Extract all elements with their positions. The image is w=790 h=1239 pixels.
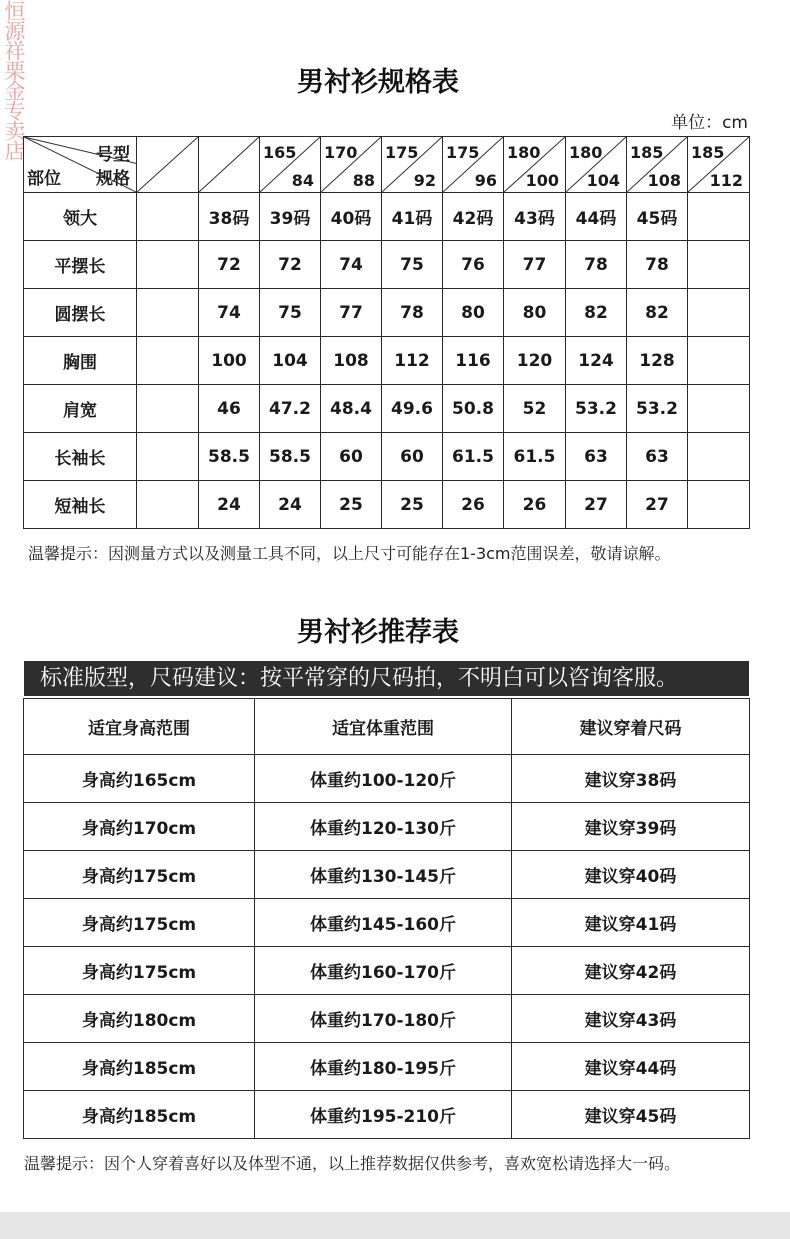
blank-cell [688, 481, 750, 529]
spec-value-cell: 49.6 [382, 385, 443, 433]
blank-cell [137, 385, 199, 433]
spec-value-cell: 77 [504, 241, 566, 289]
spec-value-cell: 78 [627, 241, 688, 289]
recommend-cell: 建议穿40码 [512, 851, 750, 899]
spec-row [24, 289, 750, 337]
unit-label: 单位：cm [671, 113, 748, 133]
spec-value-cell: 58.5 [260, 433, 321, 481]
spec-value-cell: 39码 [260, 193, 321, 241]
spec-value-cell: 78 [382, 289, 443, 337]
blank-cell [688, 193, 750, 241]
blank-cell [688, 289, 750, 337]
part-name-cell: 胸围 [24, 337, 137, 385]
recommend-cell: 建议穿42码 [512, 947, 750, 995]
footer-bar [0, 1212, 790, 1239]
recommend-cell: 身高约170cm [24, 803, 255, 851]
spec-value-cell: 75 [260, 289, 321, 337]
size-chest: 84 [291, 171, 314, 190]
recommend-row [24, 995, 750, 1043]
recommend-header-cell: 适宜身高范围 [24, 699, 255, 755]
spec-value-cell: 27 [566, 481, 627, 529]
spec-note: 温馨提示：因测量方式以及测量工具不同，以上尺寸可能存在1-3cm范围误差，敬请谅解。 [28, 544, 671, 563]
part-name-cell: 圆摆长 [24, 289, 137, 337]
corner-header-cell [24, 137, 137, 193]
spec-value-cell: 47.2 [260, 385, 321, 433]
spec-value-cell: 45码 [627, 193, 688, 241]
blank-cell [688, 241, 750, 289]
size-chest: 112 [709, 171, 743, 190]
recommend-table-title: 男衬衫推荐表 [297, 617, 459, 648]
recommend-row [24, 1091, 750, 1139]
spec-value-cell: 38码 [199, 193, 260, 241]
spec-value-cell: 61.5 [504, 433, 566, 481]
part-name-cell: 领大 [24, 193, 137, 241]
spec-value-cell: 25 [321, 481, 382, 529]
part-name-cell: 长袖长 [24, 433, 137, 481]
recommend-row [24, 755, 750, 803]
blank-header-cell [199, 137, 260, 193]
spec-value-cell: 25 [382, 481, 443, 529]
spec-value-cell: 100 [199, 337, 260, 385]
spec-row [24, 433, 750, 481]
recommend-cell: 体重约160-170斤 [255, 947, 512, 995]
size-header-cell [382, 137, 443, 193]
spec-value-cell: 75 [382, 241, 443, 289]
recommend-cell: 身高约165cm [24, 755, 255, 803]
recommend-row [24, 803, 750, 851]
size-chest: 100 [525, 171, 559, 190]
size-type-label: 号型 [96, 145, 130, 165]
spec-row [24, 193, 750, 241]
recommend-cell: 身高约175cm [24, 947, 255, 995]
blank-cell [688, 385, 750, 433]
spec-value-cell: 63 [566, 433, 627, 481]
spec-value-cell: 112 [382, 337, 443, 385]
recommend-cell: 建议穿43码 [512, 995, 750, 1043]
recommend-cell: 身高约185cm [24, 1091, 255, 1139]
recommend-table [23, 698, 750, 1139]
part-name-cell: 短袖长 [24, 481, 137, 529]
spec-value-cell: 43码 [504, 193, 566, 241]
recommend-cell: 身高约180cm [24, 995, 255, 1043]
blank-cell [137, 337, 199, 385]
recommend-cell: 体重约170-180斤 [255, 995, 512, 1043]
spec-value-cell: 78 [566, 241, 627, 289]
spec-value-cell: 116 [443, 337, 504, 385]
size-chest: 92 [413, 171, 436, 190]
spec-value-cell: 80 [443, 289, 504, 337]
spec-row [24, 337, 750, 385]
spec-value-cell: 74 [321, 241, 382, 289]
spec-value-cell: 72 [199, 241, 260, 289]
recommend-cell: 体重约120-130斤 [255, 803, 512, 851]
recommend-cell: 体重约130-145斤 [255, 851, 512, 899]
size-height: 170 [324, 143, 358, 162]
diagonal-divider [199, 137, 259, 192]
size-height: 165 [263, 143, 297, 162]
size-chest: 104 [586, 171, 620, 190]
size-header-cell [321, 137, 382, 193]
recommend-header-cell: 适宜体重范围 [255, 699, 512, 755]
spec-value-cell: 42码 [443, 193, 504, 241]
spec-value-cell: 82 [627, 289, 688, 337]
recommend-cell: 建议穿44码 [512, 1043, 750, 1091]
fit-banner: 标准版型，尺码建议：按平常穿的尺码拍，不明白可以咨询客服。 [24, 661, 749, 696]
spec-value-cell: 72 [260, 241, 321, 289]
blank-cell [688, 433, 750, 481]
blank-cell [688, 337, 750, 385]
spec-value-cell: 128 [627, 337, 688, 385]
spec-value-cell: 80 [504, 289, 566, 337]
spec-value-cell: 120 [504, 337, 566, 385]
blank-cell [137, 433, 199, 481]
blank-cell [137, 193, 199, 241]
spec-value-cell: 76 [443, 241, 504, 289]
size-height: 185 [630, 143, 664, 162]
spec-value-cell: 52 [504, 385, 566, 433]
part-label: 部位 [27, 169, 61, 189]
size-chest: 108 [647, 171, 681, 190]
recommend-header-cell: 建议穿着尺码 [512, 699, 750, 755]
spec-table-title: 男衬衫规格表 [297, 67, 459, 98]
spec-value-cell: 61.5 [443, 433, 504, 481]
spec-value-cell: 74 [199, 289, 260, 337]
blank-cell [137, 241, 199, 289]
size-header-cell [566, 137, 627, 193]
recommend-row [24, 1043, 750, 1091]
spec-value-cell: 58.5 [199, 433, 260, 481]
spec-value-cell: 104 [260, 337, 321, 385]
recommend-cell: 体重约180-195斤 [255, 1043, 512, 1091]
size-height: 180 [569, 143, 603, 162]
recommend-cell: 体重约100-120斤 [255, 755, 512, 803]
recommend-row [24, 947, 750, 995]
size-header-cell [627, 137, 688, 193]
diagonal-divider [137, 137, 198, 192]
spec-value-cell: 124 [566, 337, 627, 385]
spec-value-cell: 27 [627, 481, 688, 529]
spec-value-cell: 63 [627, 433, 688, 481]
spec-value-cell: 26 [443, 481, 504, 529]
blank-header-cell [137, 137, 199, 193]
recommend-cell: 建议穿38码 [512, 755, 750, 803]
spec-value-cell: 53.2 [566, 385, 627, 433]
size-chest: 96 [474, 171, 497, 190]
store-watermark: 恒源祥栗金专卖店 [2, 0, 26, 160]
spec-value-cell: 50.8 [443, 385, 504, 433]
spec-value-cell: 26 [504, 481, 566, 529]
spec-header-row [24, 137, 750, 193]
recommend-row [24, 899, 750, 947]
size-header-cell [443, 137, 504, 193]
spec-row [24, 385, 750, 433]
spec-value-cell: 82 [566, 289, 627, 337]
spec-row [24, 241, 750, 289]
size-chest: 88 [352, 171, 375, 190]
spec-value-cell: 24 [260, 481, 321, 529]
spec-value-cell: 46 [199, 385, 260, 433]
size-header-cell [688, 137, 750, 193]
spec-value-cell: 108 [321, 337, 382, 385]
size-height: 185 [691, 143, 725, 162]
blank-cell [137, 481, 199, 529]
spec-value-cell: 53.2 [627, 385, 688, 433]
part-name-cell: 平摆长 [24, 241, 137, 289]
recommend-cell: 体重约195-210斤 [255, 1091, 512, 1139]
recommend-cell: 身高约185cm [24, 1043, 255, 1091]
size-height: 175 [385, 143, 419, 162]
spec-table [23, 136, 750, 529]
recommend-cell: 建议穿41码 [512, 899, 750, 947]
spec-row [24, 481, 750, 529]
spec-value-cell: 24 [199, 481, 260, 529]
spec-value-cell: 40码 [321, 193, 382, 241]
recommend-cell: 建议穿39码 [512, 803, 750, 851]
recommend-cell: 体重约145-160斤 [255, 899, 512, 947]
size-height: 180 [507, 143, 541, 162]
size-height: 175 [446, 143, 480, 162]
recommend-cell: 建议穿45码 [512, 1091, 750, 1139]
recommend-note: 温馨提示：因个人穿着喜好以及体型不通，以上推荐数据仅供参考，喜欢宽松请选择大一码。 [24, 1154, 681, 1173]
spec-value-cell: 41码 [382, 193, 443, 241]
spec-label: 规格 [96, 169, 130, 189]
recommend-cell: 身高约175cm [24, 851, 255, 899]
spec-value-cell: 77 [321, 289, 382, 337]
recommend-cell: 身高约175cm [24, 899, 255, 947]
blank-cell [137, 289, 199, 337]
recommend-header-row [24, 699, 750, 755]
size-header-cell [504, 137, 566, 193]
recommend-row [24, 851, 750, 899]
size-header-cell [260, 137, 321, 193]
part-name-cell: 肩宽 [24, 385, 137, 433]
spec-value-cell: 60 [382, 433, 443, 481]
spec-value-cell: 44码 [566, 193, 627, 241]
spec-value-cell: 48.4 [321, 385, 382, 433]
spec-value-cell: 60 [321, 433, 382, 481]
